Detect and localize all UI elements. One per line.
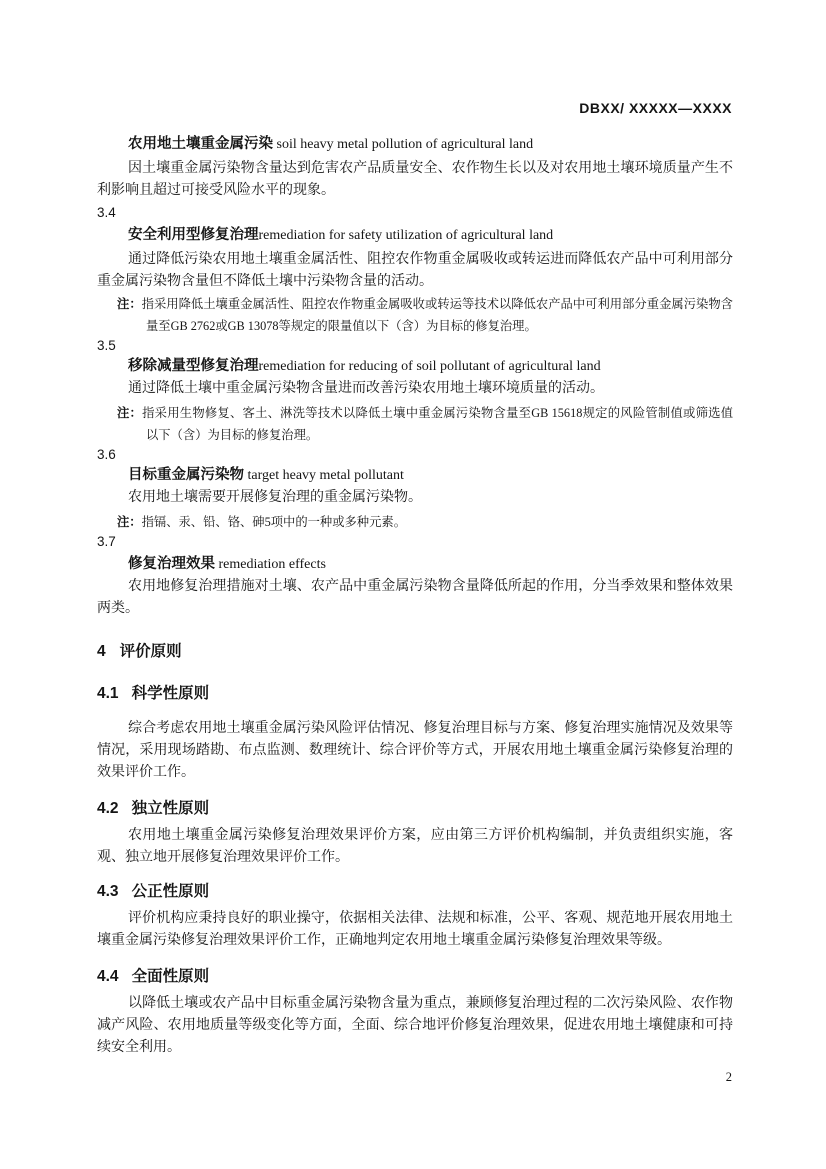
section-4-4-body: 以降低土壤或农产品中目标重金属污染物含量为重点，兼顾修复治理过程的二次污染风险、农作物减产风险、农用地质量等级变化等方面，全面、综合地评价修复治理效果，促进农用地土壤健康和可持续安全利用。 (97, 996, 733, 1055)
section-4-3-number: 4.3 (97, 883, 119, 900)
note-text-3-6: 指镉、汞、铅、铬、砷5项中的一种或多种元素。 (141, 515, 406, 529)
section-4-2-heading (97, 798, 733, 820)
section-4-1-title: 科学性原则 (131, 685, 210, 702)
page-number: 2 (725, 1070, 732, 1084)
term-zh-3-6: 目标重金属污染物 (128, 467, 244, 483)
term-en-3-4: remediation for safety utilization of agricultural land (258, 228, 554, 243)
section-4-1-body: 综合考虑农用地土壤重金属污染风险评估情况、修复治理目标与方案、修复治理实施情况及效果等情况，采用现场踏勘、布点监测、数理统计、综合评价等方式，开展农用地土壤重金属污染修复治理的效果评价工作。 (97, 721, 733, 780)
term-heading-3-7 (128, 553, 733, 576)
clause-number-3-6: 3.6 (97, 447, 116, 462)
term-zh-3-5: 移除减量型修复治理 (128, 358, 259, 374)
section-4-1-heading (97, 683, 733, 705)
term-note-3-6 (117, 511, 733, 533)
section-4-1-number: 4.1 (97, 685, 119, 702)
term-zh-3-4: 安全利用型修复治理 (128, 227, 259, 243)
term-definition-3-5: 通过降低土壤中重金属污染物含量进而改善污染农用地土壤环境质量的活动。 (128, 381, 604, 396)
note-label-3-4: 注： (117, 297, 142, 311)
clause-number-3-4: 3.4 (97, 205, 116, 220)
term-heading-3-3 (128, 133, 733, 156)
note-label-3-5: 注： (117, 406, 143, 420)
term-definition-3-3: 因土壤重金属污染物含量达到危害农产品质量安全、农作物生长以及对农用地土壤环境质量产生不利影响且超过可接受风险水平的现象。 (97, 161, 733, 198)
section-4-4-heading (97, 966, 733, 988)
term-definition-3-6: 农用地土壤需要开展修复治理的重金属污染物。 (128, 490, 422, 505)
term-heading-3-5 (128, 355, 733, 378)
term-zh-3-3: 农用地土壤重金属污染 (128, 136, 273, 152)
term-definition-3-7: 农用地修复治理措施对土壤、农产品中重金属污染物含量降低所起的作用，分当季效果和整体效果两类。 (97, 579, 733, 616)
term-zh-3-7: 修复治理效果 (128, 556, 215, 572)
section-4-4-title: 全面性原则 (131, 968, 210, 985)
term-note-3-4 (117, 293, 733, 337)
section-4-3-title: 公正性原则 (131, 883, 210, 900)
term-en-3-5: remediation for reducing of soil pollutant of agricultural land (258, 359, 601, 374)
document-body (97, 133, 733, 1059)
term-definition-3-4: 通过降低污染农用地土壤重金属活性、阻控农作物重金属吸收或转运进而降低农产品中可利用部分重金属污染物含量但不降低土壤中污染物含量的活动。 (97, 252, 733, 289)
term-heading-3-4 (128, 224, 733, 247)
term-en-3-3: soil heavy metal pollution of agricultural land (273, 137, 534, 152)
section-4-2-title: 独立性原则 (131, 800, 210, 817)
section-4-4-number: 4.4 (97, 968, 119, 985)
term-en-3-7: remediation effects (215, 557, 326, 572)
term-heading-3-6 (128, 464, 733, 487)
clause-number-3-5: 3.5 (97, 338, 116, 353)
note-text-3-4: 指采用降低土壤重金属活性、阻控农作物重金属吸收或转运等技术以降低农产品中可利用部分重金属污染物含量至GB 2762或GB 13078等规定的限量值以下（含）为目标的修复治理。 (141, 297, 733, 333)
section-4-2-body: 农用地土壤重金属污染修复治理效果评价方案，应由第三方评价机构编制，并负责组织实施，客观、独立地开展修复治理效果评价工作。 (97, 828, 733, 865)
section-4-3-body: 评价机构应秉持良好的职业操守，依据相关法律、法规和标准，公平、客观、规范地开展农用地土壤重金属污染修复治理效果评价工作，正确地判定农用地土壤重金属污染修复治理效果等级。 (97, 911, 733, 948)
term-en-3-6: target heavy metal pollutant (244, 468, 404, 483)
section-4-3-heading (97, 881, 733, 903)
document-code-header: DBXX/ XXXXX—XXXX (579, 100, 732, 116)
note-text-3-5: 指采用生物修复、客土、淋洗等技术以降低土壤中重金属污染物含量至GB 15618规定的风险管制值或筛选值以下（含）为目标的修复治理。 (142, 406, 733, 442)
term-note-3-5 (117, 402, 733, 446)
chapter-4-heading (97, 641, 733, 663)
chapter-4-number: 4 (97, 643, 106, 660)
note-label-3-6: 注： (117, 515, 142, 529)
chapter-4-title: 评价原则 (119, 643, 182, 660)
section-4-2-number: 4.2 (97, 800, 119, 817)
clause-number-3-7: 3.7 (97, 534, 116, 549)
